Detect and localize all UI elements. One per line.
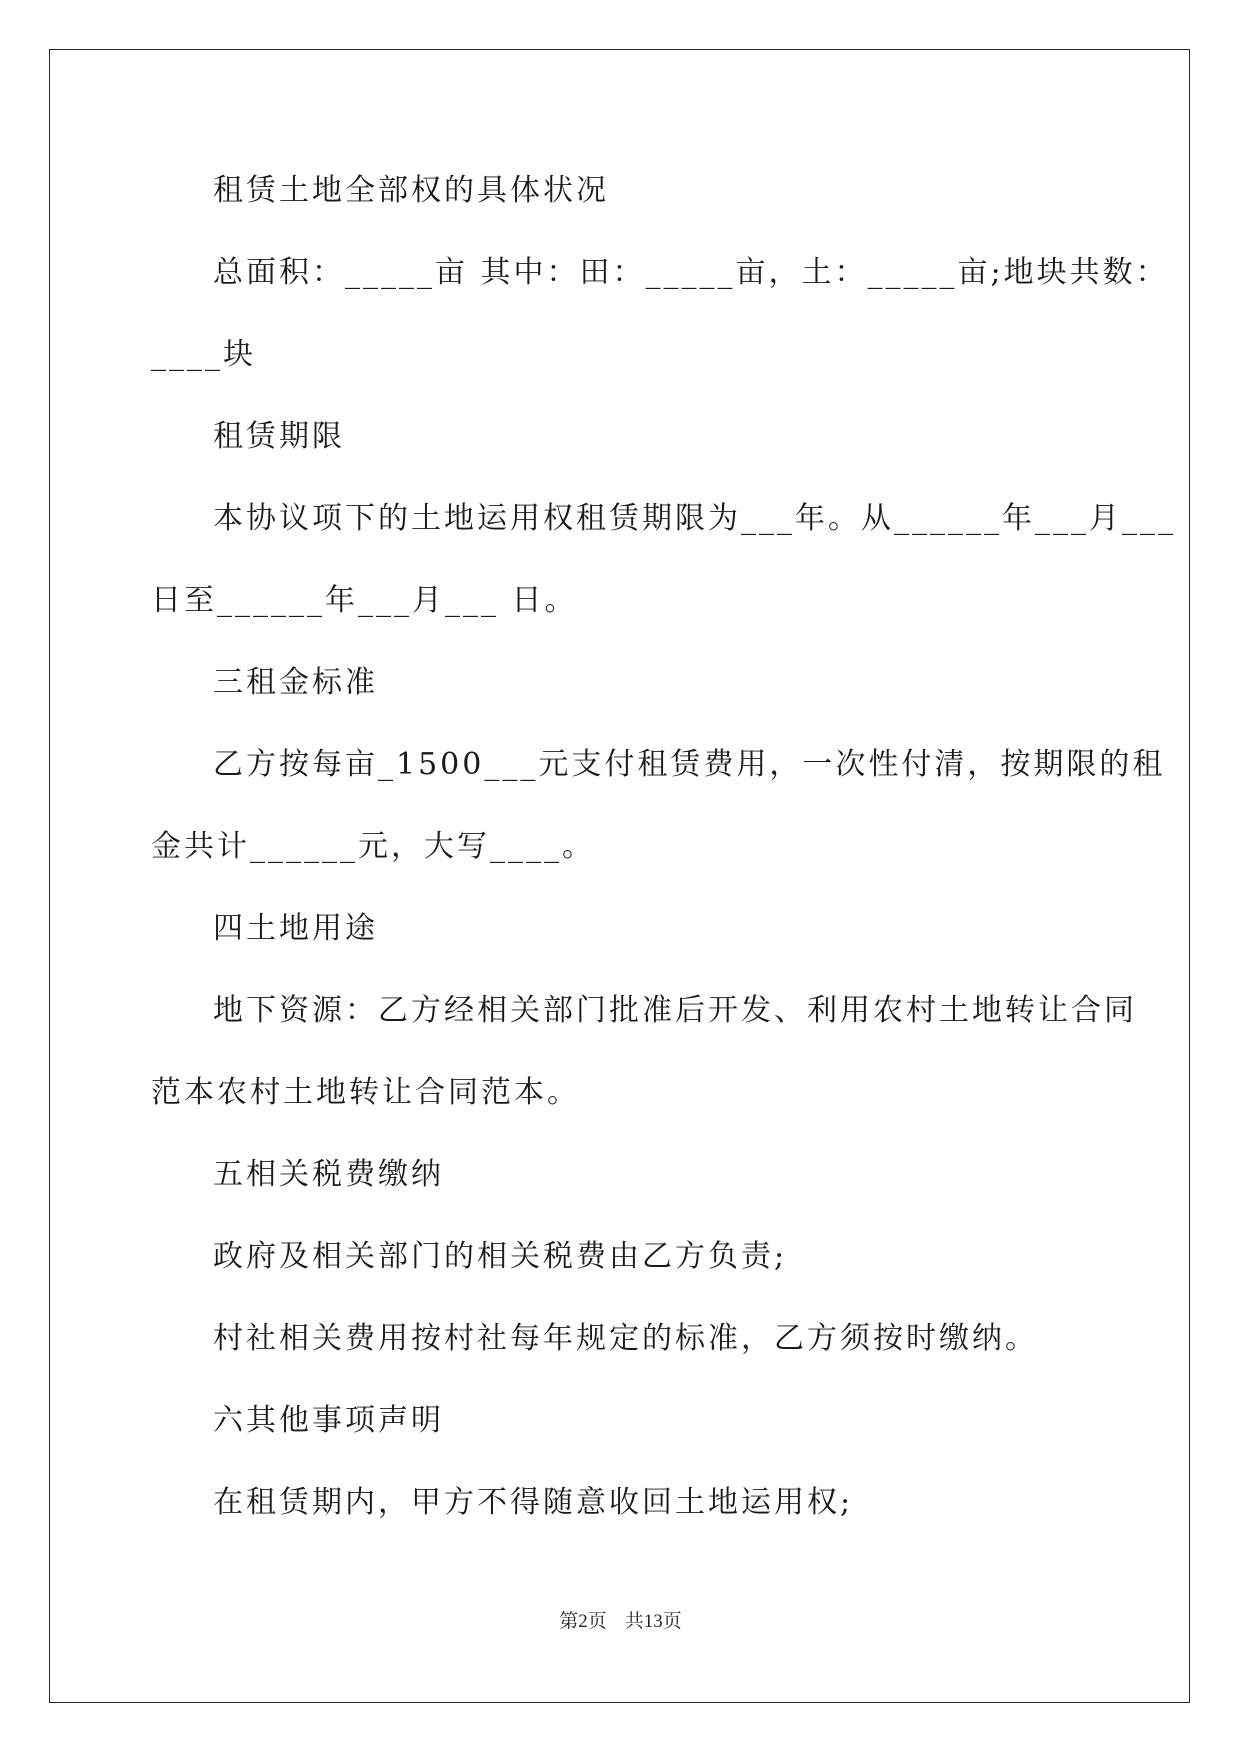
page-border — [49, 49, 1190, 1703]
section-heading-lease-term: 租赁期限 — [213, 419, 345, 454]
paragraph-total-area-cont: ____块 — [151, 337, 256, 372]
paragraph-lease-term: 本协议项下的土地运用权租赁期限为___年。从______年___月___ — [213, 501, 1176, 536]
section-heading-other-matters: 六其他事项声明 — [213, 1403, 444, 1438]
paragraph-total-area: 总面积：_____亩 其中：田：_____亩，土：_____亩;地块共数： — [213, 255, 1169, 290]
paragraph-lease-term-cont: 日至______年___月___ 日。 — [151, 583, 578, 618]
paragraph-land-use: 地下资源：乙方经相关部门批准后开发、利用农村土地转让合同 — [213, 993, 1137, 1028]
paragraph-other-matters: 在租赁期内，甲方不得随意收回土地运用权; — [213, 1485, 854, 1520]
paragraph-taxes-1: 政府及相关部门的相关税费由乙方负责; — [213, 1239, 788, 1274]
page-total: 共13页 — [624, 1611, 682, 1632]
section-heading-land-ownership: 租赁土地全部权的具体状况 — [213, 173, 609, 208]
section-heading-taxes: 五相关税费缴纳 — [213, 1157, 444, 1192]
page-footer — [0, 1610, 1241, 1634]
section-heading-land-use: 四土地用途 — [213, 911, 378, 946]
paragraph-land-use-cont: 范本农村土地转让合同范本。 — [151, 1075, 580, 1110]
paragraph-rent-cont: 金共计______元，大写____。 — [151, 829, 595, 864]
paragraph-rent: 乙方按每亩_1500___元支付租赁费用，一次性付清，按期限的租 — [213, 747, 1166, 782]
paragraph-taxes-2: 村社相关费用按村社每年规定的标准，乙方须按时缴纳。 — [213, 1321, 1038, 1356]
section-heading-rent: 三租金标准 — [213, 665, 378, 700]
page-number: 第2页 — [559, 1611, 607, 1632]
